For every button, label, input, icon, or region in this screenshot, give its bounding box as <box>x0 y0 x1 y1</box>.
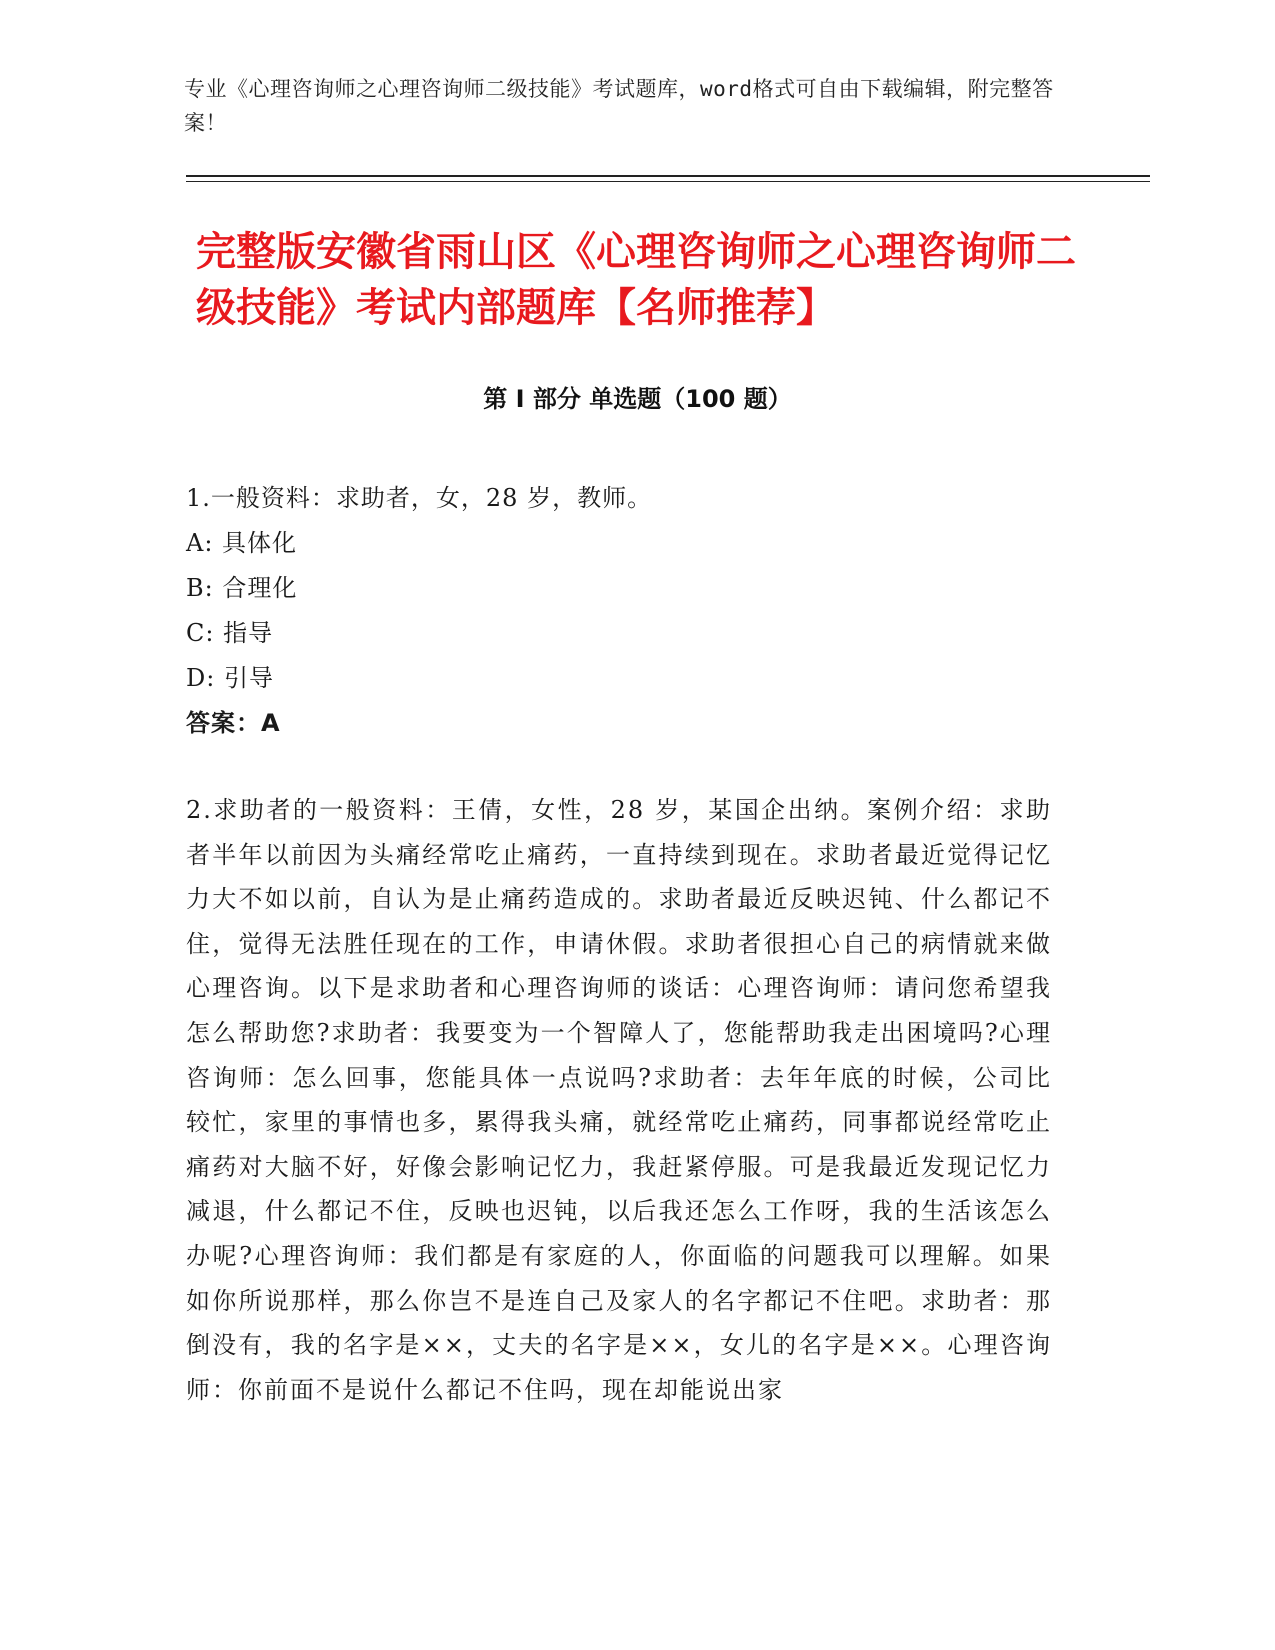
question-1-option-b: B: 合理化 <box>186 574 298 602</box>
header-note: 专业《心理咨询师之心理咨询师二级技能》考试题库，word格式可自由下载编辑，附完整答案！ <box>184 77 1054 135</box>
question-1-option-d: D: 引导 <box>186 664 274 692</box>
question-2-stem: 2.求助者的一般资料：王倩，女性，28 岁，某国企出纳。案例介绍：求助者半年以前因为头痛经常吃止痛药，一直持续到现在。求助者最近觉得记忆力大不如以前，自认为是止痛药造成的。求助者最近反映迟钝、什么都记不住，觉得无法胜任现在的工作，申请休假。求助者很担心自己的病情就来做心理咨询。以下是求助者和心理咨询师的谈话：心理咨询师：请问您希望我怎么帮助您?求助者：我要变为一个智障人了，您能帮助我走出困境吗?心理咨询师：怎么回事，您能具体一点说吗?求助者：去年年底的时候，公司比较忙，家里的事情也多，累得我头痛，就经常吃止痛药，同事都说经常吃止痛药对大脑不好，好像会影响记忆力，我赶紧停服。可是我最近发现记忆力减退，什么都记不住，反映也迟钝，以后我还怎么工作呀，我的生活该怎么办呢?心理咨询师：我们都是有家庭的人，你面临的问题我可以理解。如果如你所说那样，那么你岂不是连自己及家人的名字都记不住吧。求助者：那倒没有，我的名字是××，丈夫的名字是××，女儿的名字是××。心理咨询师：你前面不是说什么都记不住吗，现在却能说出家 <box>186 796 1052 1404</box>
question-1-stem: 1.一般资料：求助者，女，28 岁，教师。 <box>186 484 653 512</box>
question-1-option-a: A: 具体化 <box>186 529 298 557</box>
document-title: 完整版安徽省雨山区《心理咨询师之心理咨询师二级技能》考试内部题库【名师推荐】 <box>196 229 1076 331</box>
section-title: 第 I 部分 单选题（100 题） <box>483 385 792 413</box>
question-1-option-c: C: 指导 <box>186 619 274 647</box>
header-divider-thick <box>186 175 1150 177</box>
question-1-answer: 答案：A <box>186 709 281 737</box>
header-divider-thin <box>186 181 1150 182</box>
question-1 <box>186 476 1086 746</box>
